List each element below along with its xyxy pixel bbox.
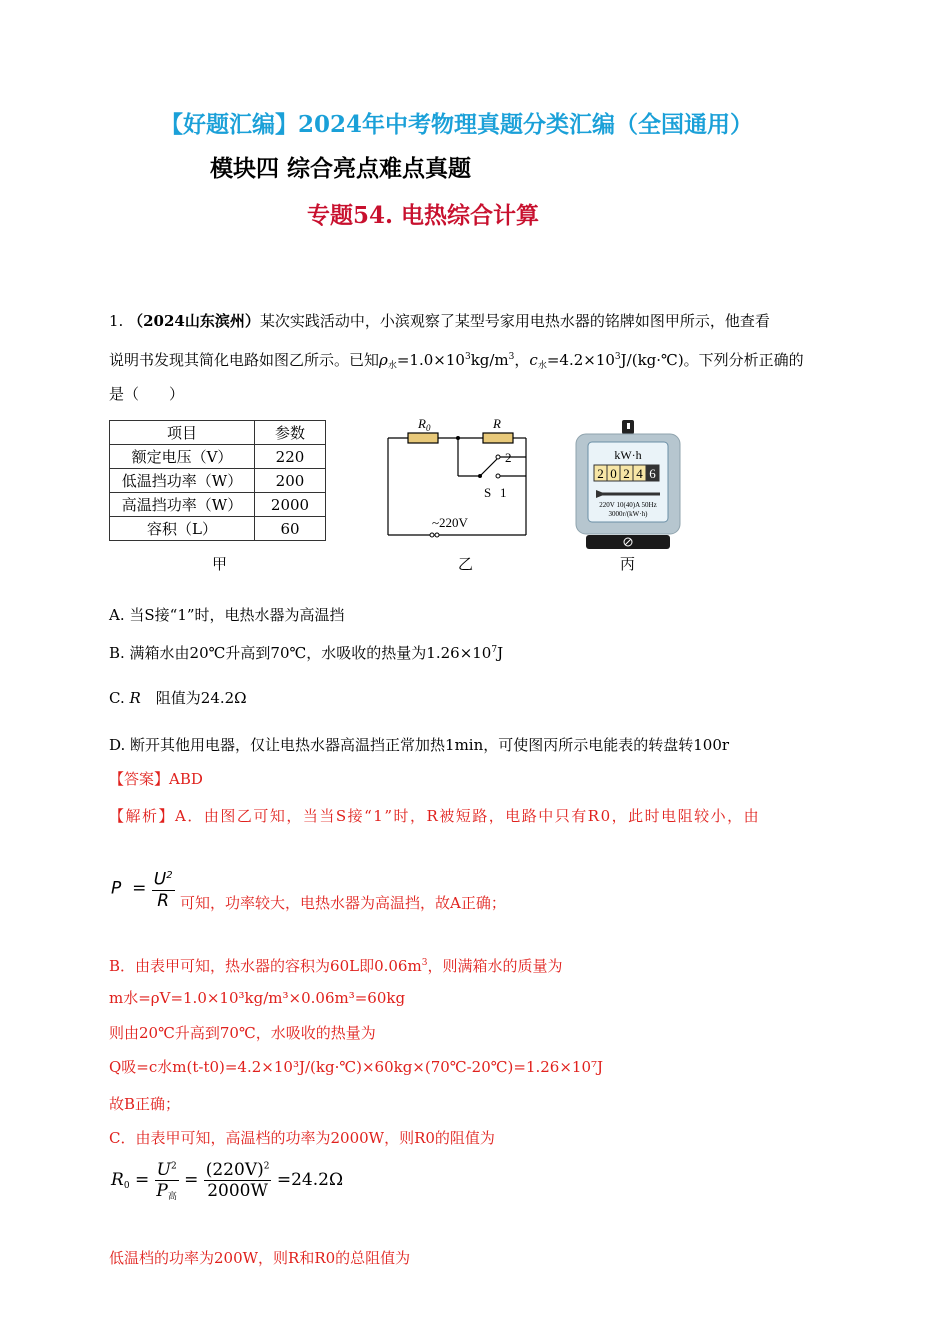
option-c-text: 阻值为24.2Ω bbox=[140, 689, 247, 707]
switch-label: S bbox=[484, 485, 492, 500]
frac-p: P bbox=[156, 1181, 168, 1201]
analysis-b-text: B．由表甲可知，热水器的容积为60L即0.06m bbox=[109, 957, 422, 975]
spec-table bbox=[109, 420, 326, 541]
table-cell: 高温挡功率（W） bbox=[110, 493, 255, 517]
question-source: （2024山东滨州） bbox=[128, 312, 260, 330]
table-cell: 60 bbox=[255, 517, 326, 541]
topic-title: 专题54. 电热综合计算 bbox=[307, 202, 540, 229]
answer-value: ABD bbox=[169, 770, 203, 788]
resistor-r0 bbox=[408, 433, 438, 443]
formula-u: U bbox=[153, 869, 167, 890]
exponent: 3 bbox=[508, 352, 515, 362]
exponent: 3 bbox=[614, 352, 621, 362]
answer-label: 【答案】 bbox=[109, 770, 170, 788]
figure-caption-bing: 丙 bbox=[620, 555, 636, 573]
question-number: 1. bbox=[109, 312, 124, 330]
analysis-b-line2: m水=ρV=1.0×10³kg/m³×0.06m³=60kg bbox=[109, 989, 406, 1007]
option-c-prefix: C. bbox=[109, 689, 130, 707]
frac-p-sub: 高 bbox=[167, 1192, 177, 1202]
question-line-3: 是（ ） bbox=[109, 385, 185, 403]
question-line-1 bbox=[109, 311, 770, 331]
frac-u: U bbox=[156, 1160, 171, 1180]
table-cell: 2000 bbox=[255, 493, 326, 517]
c-symbol: c bbox=[529, 351, 538, 369]
question-stem-1: 某次实践活动中，小滨观察了某型号家用电热水器的铭牌如图甲所示，他查看 bbox=[259, 312, 770, 330]
frac-220v: (220V) bbox=[205, 1160, 264, 1180]
analysis-b-line5: 故B正确； bbox=[109, 1095, 181, 1113]
option-a: A. 当S接“1”时，电热水器为高温挡 bbox=[109, 606, 345, 624]
water-subscript: 水 bbox=[537, 361, 547, 371]
r0-result: =24.2Ω bbox=[276, 1170, 344, 1190]
meter-digit: 6 bbox=[649, 466, 656, 481]
analysis-a-text: A．由图乙可知，当当S接“1”时，R被短路，电路中只有R0，此时电阻较小，由 bbox=[175, 807, 761, 825]
resistor-r bbox=[483, 433, 513, 443]
table-header-cell: 项目 bbox=[110, 421, 255, 445]
analysis-label: 【解析】 bbox=[109, 807, 176, 825]
meter-digits bbox=[594, 465, 659, 481]
analysis-b-line4: Q吸=c水m(t-t0)=4.2×10³J/(kg·℃)×60kg×(70℃-20℃)=1.26×10⁷J bbox=[109, 1058, 604, 1076]
r0-fraction-2: $\frac{(220V)^2}{2000W}$ bbox=[205, 1160, 270, 1201]
option-b bbox=[109, 640, 503, 663]
meter-spec-2: 3000r/(kW·h) bbox=[608, 510, 648, 518]
meter-digit: 2 bbox=[623, 466, 630, 481]
formula-p: P bbox=[111, 878, 122, 899]
question-line-2: 说明书发现其简化电路如图乙所示。已知$\rho_水=1.0\times 10^3kg/m^3$，$c_水=4.2\times 10^3J/(kg\cdot℃)$。下列分析正确的 bbox=[109, 351, 804, 371]
r-label: R bbox=[493, 416, 501, 431]
circuit-diagram bbox=[380, 412, 540, 552]
rho-value: =1.0×10 bbox=[396, 351, 465, 369]
series-title: 【好题汇编】2024年中考物理真题分类汇编（全国通用） bbox=[160, 111, 754, 138]
module-title: 模块四 综合亮点难点真题 bbox=[210, 155, 472, 182]
exponent: 7 bbox=[491, 645, 498, 655]
r0-fraction-1: $\frac{U^2}{\text{P高}}$ bbox=[156, 1160, 177, 1202]
analysis-a-tail: 可知，功率较大，电热水器为高温挡，故A正确； bbox=[180, 894, 506, 912]
r0-label-text: R bbox=[418, 416, 426, 431]
table-cell: 额定电压（V） bbox=[110, 445, 255, 469]
r0-symbol: R bbox=[111, 1170, 124, 1190]
source-label: ~220V bbox=[432, 515, 468, 530]
exponent: 3 bbox=[464, 352, 471, 362]
analysis-b-tail: ，则满箱水的质量为 bbox=[427, 957, 563, 975]
table-row bbox=[110, 517, 326, 541]
r0-formula: R0 = $\frac{U^2}{\text{P高}}$ = $\frac{(220V)^2}{2000W}$ =24.2Ω bbox=[111, 1160, 344, 1202]
rho-symbol: ρ bbox=[379, 351, 388, 369]
water-subscript: 水 bbox=[387, 361, 397, 371]
table-row bbox=[110, 493, 326, 517]
table-header-row bbox=[110, 421, 326, 445]
table-row bbox=[110, 445, 326, 469]
meter-digit: 4 bbox=[636, 466, 643, 481]
meter-unit: kW·h bbox=[614, 448, 642, 462]
option-c-r: R bbox=[129, 689, 141, 707]
c-unit: J/(kg·℃)。下列分析正确的 bbox=[620, 351, 804, 369]
meter-digit: 0 bbox=[610, 466, 617, 481]
table-cell: 低温挡功率（W） bbox=[110, 469, 255, 493]
option-b-unit: J bbox=[497, 644, 504, 662]
option-b-text: B. 满箱水由20℃升高到70℃，水吸收的热量为1.26×10 bbox=[109, 644, 492, 662]
table-cell: 容积（L） bbox=[110, 517, 255, 541]
analysis-b-line3: 则由20℃升高到70℃，水吸收的热量为 bbox=[109, 1024, 376, 1042]
r0-subscript: 0 bbox=[425, 423, 431, 433]
c-value: =4.2×10 bbox=[546, 351, 615, 369]
table-cell: 200 bbox=[255, 469, 326, 493]
option-d: D. 断开其他用电器，仅让电热水器高温挡正常加热1min，可使图丙所示电能表的转盘转100r bbox=[109, 736, 730, 754]
electric-meter bbox=[574, 418, 684, 553]
formula-r: R bbox=[157, 890, 170, 911]
meter-spec-1: 220V 10(40)A 50Hz bbox=[599, 501, 657, 509]
figure-caption-jia: 甲 bbox=[212, 555, 228, 573]
power-formula: P = $\frac{U^2}{R}$ bbox=[111, 866, 175, 911]
meter-digit: 2 bbox=[597, 466, 604, 481]
table-header-cell: 参数 bbox=[255, 421, 326, 445]
frac-2000w: 2000W bbox=[207, 1181, 268, 1201]
table-cell: 220 bbox=[255, 445, 326, 469]
analysis-a-line bbox=[109, 806, 760, 826]
analysis-c-line1: C．由表甲可知，高温档的功率为2000W，则R0的阻值为 bbox=[109, 1129, 495, 1147]
option-c bbox=[109, 688, 247, 708]
rho-unit: kg/m bbox=[470, 351, 509, 369]
r0-label bbox=[417, 416, 431, 433]
formula-square: 2 bbox=[166, 870, 173, 881]
r0-sub: 0 bbox=[123, 1181, 130, 1191]
table-row bbox=[110, 469, 326, 493]
formula-fraction bbox=[152, 866, 175, 911]
switch-pos-2: 2 bbox=[505, 450, 512, 465]
answer bbox=[109, 769, 203, 789]
stem-text: 说明书发现其简化电路如图乙所示。已知 bbox=[109, 351, 380, 369]
switch-pos-1: 1 bbox=[500, 485, 507, 500]
analysis-b-line1: B．由表甲可知，热水器的容积为60L即$0.06m^3$，则满箱水的质量为 bbox=[109, 957, 563, 975]
analysis-c-line2: 低温档的功率为200W，则R和R0的总阻值为 bbox=[109, 1249, 411, 1267]
figure-caption-yi: 乙 bbox=[458, 555, 474, 573]
